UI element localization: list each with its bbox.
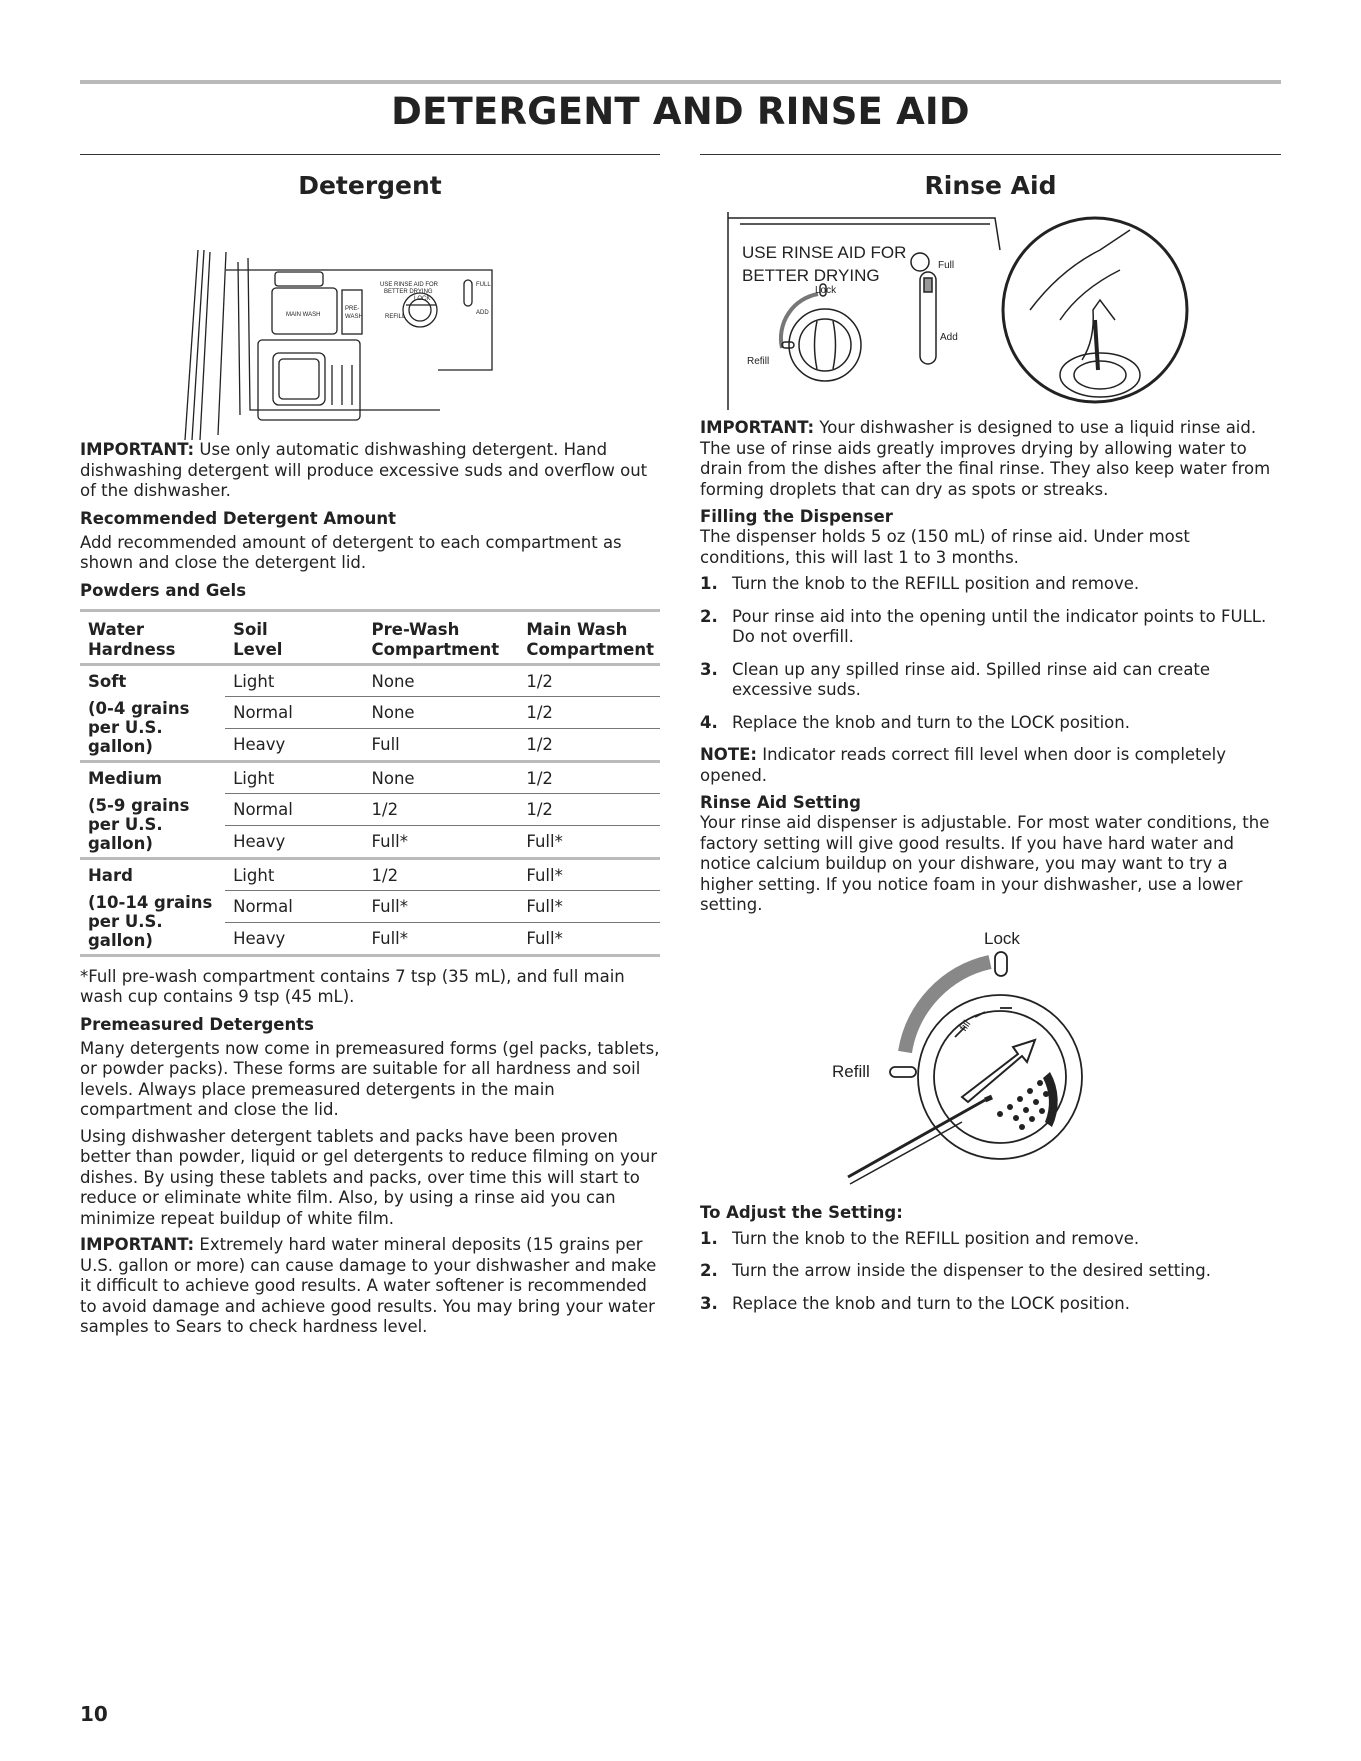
adjust-heading: To Adjust the Setting: [700, 1202, 903, 1222]
table-cell: Full* [518, 922, 660, 955]
important-label: IMPORTANT: [80, 440, 195, 459]
list-item: 3. Clean up any spilled rinse aid. Spilled rinse aid can create excessive suds. [700, 659, 1211, 699]
rinse-aid-dispenser-illustration [700, 210, 1281, 410]
rinse-aid-column [700, 154, 1281, 1326]
list-item: 4. Replace the knob and turn to the LOCK position. [700, 712, 1130, 732]
rinse-fig-lock: Lock [815, 285, 837, 296]
table-cell: None [364, 761, 519, 794]
fig-label-main-wash: MAIN WASH [286, 312, 321, 318]
list-item: 3. Replace the knob and turn to the LOCK position. [700, 1293, 1130, 1313]
page-title: DETERGENT AND RINSE AID [391, 90, 970, 133]
list-item: 2. Turn the arrow inside the dispenser to the desired setting. [700, 1261, 1212, 1280]
table-cell: Full* [518, 891, 660, 923]
header-pre-wash: Pre-Wash Compartment [364, 610, 519, 664]
recommended-heading: Recommended Detergent Amount [80, 508, 397, 528]
rinse-fig-line2: BETTER DRYING [742, 266, 880, 285]
filling-text: The dispenser holds 5 oz (150 mL) of rinse aid. Under most conditions, this will last 1 to 3 months. [700, 527, 1190, 567]
table-header-row [80, 610, 660, 664]
header-water-hardness: Water Hardness [80, 610, 225, 664]
fig-label-refill: REFILL [385, 314, 406, 320]
adjust-steps [700, 1229, 1281, 1315]
table-cell: Full [364, 728, 519, 761]
fill-steps [700, 574, 1281, 733]
rinse-fig-refill: Refill [747, 356, 770, 367]
note-text: Indicator reads correct fill level when door is completely opened. [700, 745, 1227, 785]
important-text: Extremely hard water mineral deposits (15 grains per U.S. gallon or more) can cause damage to your dishwasher and make it difficult to achieve good results. A water softener is recommended to avoid damage and achieve good results. You may bring your water samples to Sears to check hardness level. [80, 1235, 657, 1336]
table-footnote: *Full pre-wash compartment contains 7 tsp (35 mL), and full main wash cup contains 9 tsp (45 mL). [80, 966, 625, 1006]
table-cell: Light [225, 761, 363, 794]
header-soil-level: Soil Level [225, 610, 363, 664]
list-item: 2. Pour rinse aid into the opening until the indicator points to FULL. Do not overfill. [700, 606, 1267, 646]
table-cell: None [364, 697, 519, 729]
section-rule [80, 154, 660, 155]
detergent-dispenser-illustration [80, 210, 660, 440]
table-cell: 1/2 [364, 794, 519, 826]
setting-text: Your rinse aid dispenser is adjustable. For most water conditions, the factory setting will give good results. If you have hard water and notice calcium buildup on your dishware, you may want to try a higher setting. If you notice foam in your dishwasher, use a lower setting. [700, 813, 1270, 914]
important-label: IMPORTANT: [700, 418, 815, 437]
fig-label-lock: LOCK [414, 296, 431, 302]
detergent-title: Detergent [298, 171, 442, 200]
table-cell: 1/2 [518, 728, 660, 761]
fig-label-better-drying: BETTER DRYING [384, 289, 433, 295]
table-cell: None [364, 664, 519, 697]
list-item: 1. Turn the knob to the REFILL position and remove. [700, 1228, 1140, 1248]
detergent-column [80, 154, 660, 1344]
rinse-aid-knob-illustration [700, 922, 1281, 1192]
important-label: IMPORTANT: [80, 1235, 195, 1254]
table-cell: Normal [225, 794, 363, 826]
rinse-aid-title: Rinse Aid [924, 171, 1057, 200]
table-cell: 1/2 [518, 761, 660, 794]
table-cell: Normal [225, 697, 363, 729]
group-hard: Hard (10-14 grains per U.S. gallon) [80, 858, 225, 955]
table-cell: 1/2 [518, 794, 660, 826]
setting-heading: Rinse Aid Setting [700, 793, 861, 812]
fig-label-full: FULL [476, 282, 491, 288]
fig-label-use-rinse-aid: USE RINSE AID FOR [380, 282, 439, 288]
table-cell: 1/2 [518, 664, 660, 697]
header-main-wash: Main Wash Compartment [518, 610, 660, 664]
important-text: Use only automatic dishwashing detergent. Hand dishwashing detergent will produce excessive suds and overflow out of the dishwasher. [80, 440, 648, 500]
table-cell: Full* [364, 825, 519, 858]
rinse-fig-add: Add [940, 332, 958, 343]
detergent-amount-table [80, 609, 660, 957]
table-cell: Heavy [225, 922, 363, 955]
premeasured-paragraph-2: Using dishwasher detergent tablets and packs have been proven better than powder, liquid or gel detergents to reduce filming on your dishes. By using these tablets and packs, over time this will start to reduce or eliminate white film. Also, by using a rinse aid you can minimize repeat buildup of white film. [80, 1126, 658, 1228]
rinse-fig-line1: USE RINSE AID FOR [742, 243, 907, 262]
table-cell: Light [225, 664, 363, 697]
group-soft: Soft (0-4 grains per U.S. gallon) [80, 664, 225, 761]
table-row [80, 761, 660, 794]
rinse-important [700, 418, 1281, 500]
table-cell: Full* [518, 825, 660, 858]
filling-heading: Filling the Dispenser [700, 507, 893, 526]
fig-label-wash: WASH [345, 314, 363, 320]
hard-water-important [80, 1235, 660, 1338]
note-label: NOTE: [700, 745, 757, 764]
knob-label-lock: Lock [984, 928, 1020, 948]
page-number: 10 [80, 1702, 108, 1726]
table-cell: Full* [518, 858, 660, 891]
rinse-fig-full: Full [938, 260, 955, 271]
knob-label-refill: Refill [832, 1061, 870, 1081]
table-row [80, 664, 660, 697]
list-item: 1. Turn the knob to the REFILL position and remove. [700, 574, 1140, 593]
detergent-important [80, 440, 660, 502]
table-cell: Light [225, 858, 363, 891]
table-cell: 1/2 [364, 858, 519, 891]
table-cell: Heavy [225, 825, 363, 858]
premeasured-heading: Premeasured Detergents [80, 1014, 314, 1034]
group-medium: Medium (5-9 grains per U.S. gallon) [80, 761, 225, 858]
fig-label-pre: PRE- [345, 306, 360, 312]
fig-label-add: ADD [476, 310, 489, 316]
recommended-text: Add recommended amount of detergent to each compartment as shown and close the detergent lid. [80, 532, 622, 572]
table-row [80, 858, 660, 891]
important-text: Your dishwasher is designed to use a liquid rinse aid. The use of rinse aids greatly improves drying by allowing water to drain from the dishes after the final rinse. They also keep water from forming droplets that can dry as spots or streaks. [700, 418, 1271, 499]
table-cell: 1/2 [518, 697, 660, 729]
table-cell: Full* [364, 891, 519, 923]
table-cell: Normal [225, 891, 363, 923]
table-cell: Full* [364, 922, 519, 955]
rinse-note [700, 745, 1281, 786]
top-divider [80, 80, 1281, 84]
knob-label-fill: fill [957, 1017, 974, 1034]
premeasured-paragraph-1: Many detergents now come in premeasured forms (gel packs, tablets, or powder packs). These forms are suitable for all hardness and soil levels. Always place premeasured detergents in the main compartment and close the lid. [80, 1038, 660, 1119]
powders-heading: Powders and Gels [80, 580, 247, 600]
table-cell: Heavy [225, 728, 363, 761]
section-rule [700, 154, 1281, 155]
